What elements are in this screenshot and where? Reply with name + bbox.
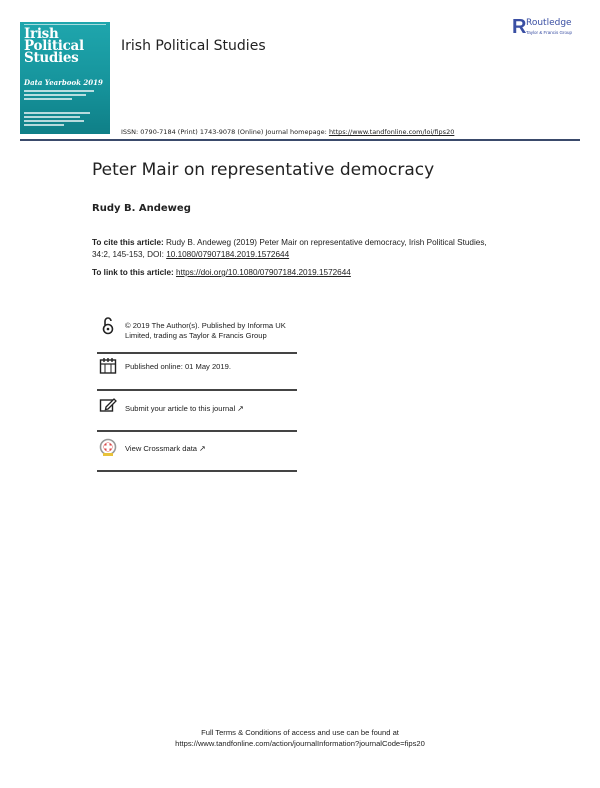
cover-title-line-2: Political — [24, 38, 84, 54]
cover-text-line — [24, 94, 86, 96]
info-divider — [97, 470, 297, 472]
calendar-icon — [99, 357, 117, 375]
info-divider — [97, 430, 297, 432]
citation-block — [92, 237, 492, 260]
cover-title-line-3: Studies — [24, 50, 79, 66]
cover-text-line — [24, 98, 72, 100]
issn-line — [121, 128, 454, 136]
submit-article-link[interactable] — [125, 404, 300, 414]
info-divider — [97, 352, 297, 354]
publisher-tagline: Taylor & Francis Group — [526, 30, 573, 35]
citation-doi-link[interactable]: 10.1080/07907184.2019.1572644 — [166, 249, 290, 259]
crossmark-link[interactable] — [125, 444, 300, 454]
article-doi-link[interactable]: https://doi.org/10.1080/07907184.2019.1572644 — [176, 268, 351, 277]
header-divider — [20, 139, 580, 141]
footer-terms-text: Full Terms & Conditions of access and use can be found at — [201, 728, 399, 737]
copyright-notice: © 2019 The Author(s). Published by Informa UK Limited, trading as Taylor & Francis Group — [125, 321, 286, 340]
cover-text-line — [24, 120, 84, 122]
cover-title — [24, 28, 108, 64]
external-link-icon: ↗ — [237, 404, 244, 413]
routledge-mark-icon: R — [512, 16, 527, 38]
cover-text-line — [24, 90, 94, 92]
citation-label: To cite this article: — [92, 238, 164, 247]
article-title: Peter Mair on representative democracy — [92, 160, 435, 180]
link-label: To link to this article: — [92, 268, 177, 277]
publisher-logo — [512, 17, 582, 39]
citation-text: Rudy B. Andeweg (2019) Peter Mair on representative democracy, Irish Political Studies, 34:2, 145-153, DOI: — [92, 238, 487, 259]
cover-text-line — [24, 124, 64, 126]
submit-pencil-icon — [99, 396, 117, 414]
cover-text-line — [24, 112, 90, 114]
footer-terms-link[interactable]: https://www.tandfonline.com/action/journalInformation?journalCode=fips20 — [175, 739, 425, 748]
journal-cover — [20, 22, 110, 134]
cover-text-line — [24, 116, 80, 118]
published-date: Published online: 01 May 2019. — [125, 362, 231, 371]
cover-title-line-1: Irish — [24, 26, 59, 42]
open-access-icon — [99, 316, 117, 334]
journal-homepage-link[interactable]: https://www.tandfonline.com/loi/fips20 — [328, 128, 455, 136]
cover-subtitle: Data Yearbook 2019 — [24, 78, 103, 87]
crossmark-text[interactable]: View Crossmark data — [125, 444, 198, 453]
footer — [0, 727, 600, 749]
info-divider — [97, 389, 297, 391]
external-link-icon: ↗ — [199, 444, 206, 453]
article-author: Rudy B. Andeweg — [92, 203, 191, 214]
crossmark-icon — [99, 438, 117, 456]
issn-text: ISSN: 0790-7184 (Print) 1743-9078 (Online) Journal homepage: — [121, 128, 329, 136]
submit-article-text[interactable]: Submit your article to this journal — [125, 404, 236, 413]
publisher-logo-name: Routledge — [526, 18, 572, 28]
article-link-row — [92, 268, 351, 277]
journal-name: Irish Political Studies — [121, 38, 266, 54]
